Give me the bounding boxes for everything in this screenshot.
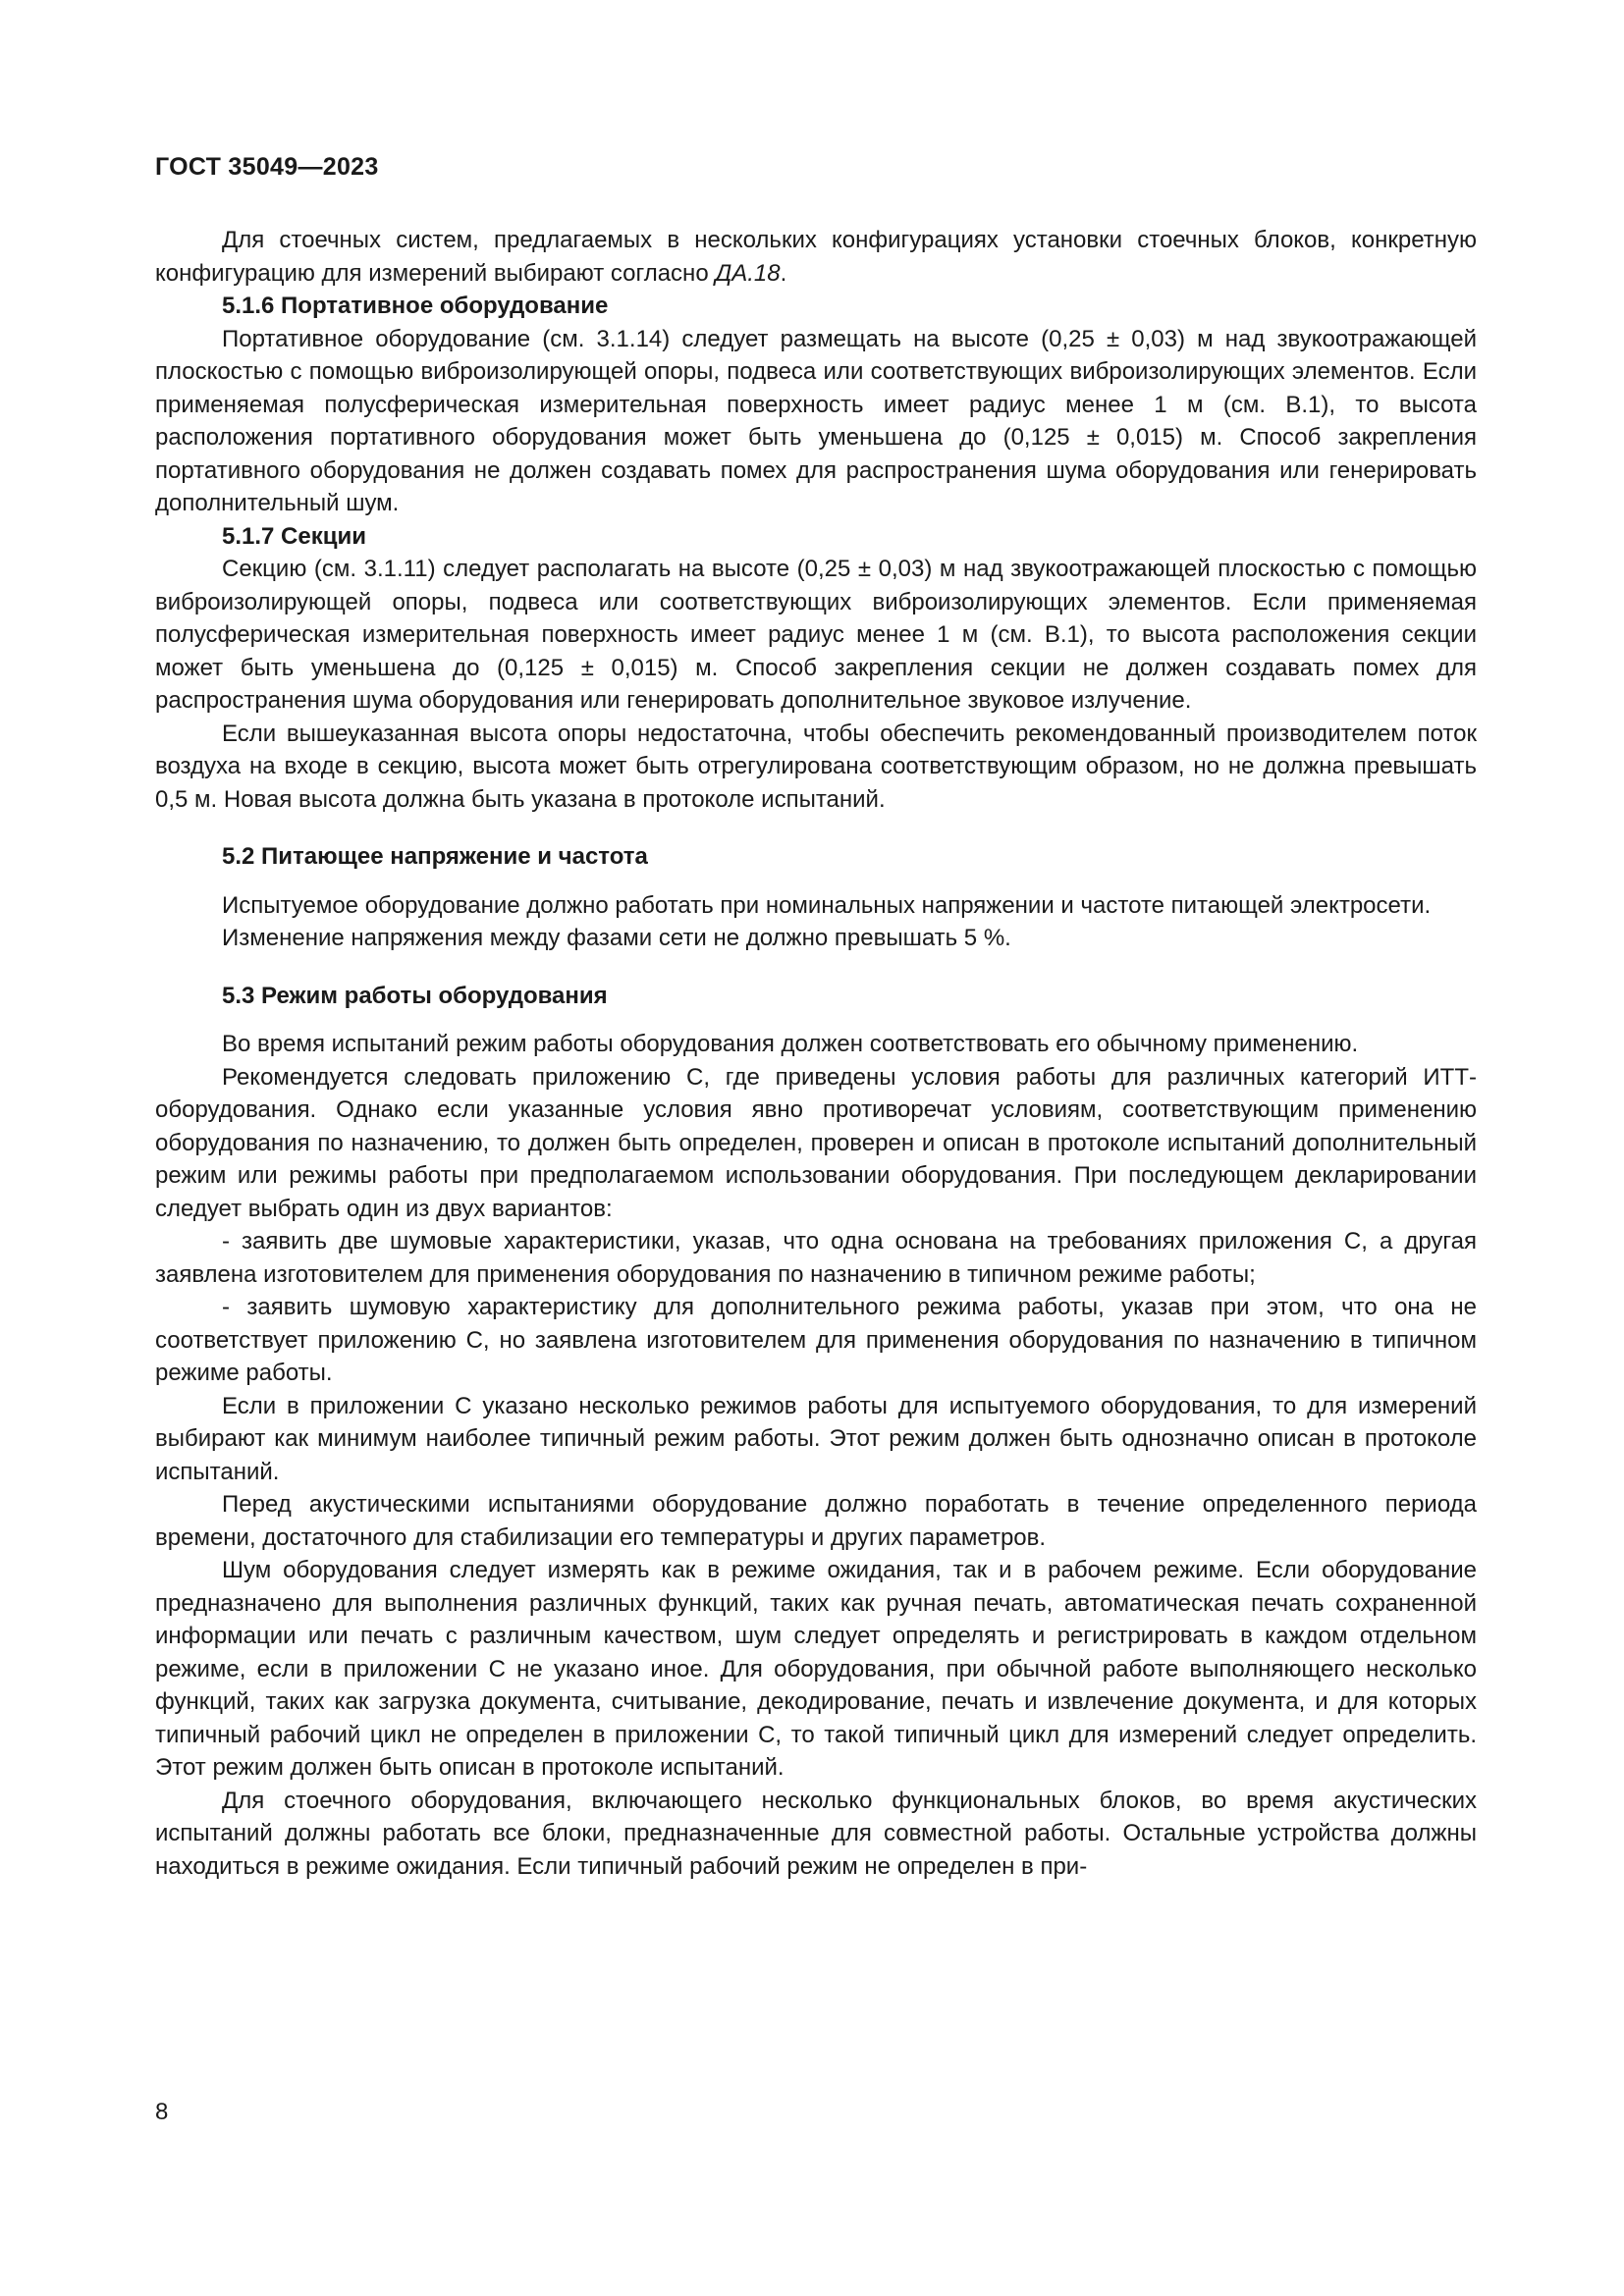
paragraph-rack-equipment: Для стоечного оборудования, включающего несколько функциональных блоков, во время акустических испытаний должны работать все блоки, предназначенные для совместной работы. Остальные устройства должны находиться в режиме ожидания. Если типичный рабочий режим не определен в при- [155,1787,1477,1880]
body-text [155,224,1477,1883]
paragraph-support-height: Если вышеуказанная высота опоры недостаточна, чтобы обеспечить рекомендованный производителем поток воздуха на входе в секцию, высота может быть отрегулирована соответствующим образом, но не должна превышать 0,5 м. Новая высота должна быть указана в протоколе испытаний. [155,720,1477,813]
subsection-heading-5-1-7: 5.1.7 Секции [222,522,366,550]
subsection-heading-5-1-6: 5.1.6 Портативное оборудование [222,293,609,319]
paragraph-annex-c: Рекомендуется следовать приложению C, где приведены условия работы для различных категорий ИТТ-оборудования. Однако если указанные условия явно противоречат условиям, соответствующим применению оборудования по назначению, то должен быть определен, проверен и описан в протоколе испытаний дополнительный режим или режимы работы при предполагаемом использовании оборудования. При последующем декларировании следует выбрать один из двух вариантов: [155,1063,1477,1222]
paragraph-operating-mode: Во время испытаний режим работы оборудования должен соответствовать его обычному применению. [222,1031,1359,1057]
section-heading-5-3: 5.3 Режим работы оборудования [222,982,608,1009]
page-number: 8 [155,2099,169,2125]
list-item-option-1: - заявить две шумовые характеристики, указав, что одна основана на требованиях приложения C, а другая заявлена изготовителем для применения оборудования по назначению в типичном режиме работы; [155,1228,1477,1288]
paragraph-voltage-variation: Изменение напряжения между фазами сети не должно превышать 5 %. [222,925,1011,951]
paragraph-portable-equipment: Портативное оборудование (см. 3.1.14) следует размещать на высоте (0,25 ± 0,03) м над звукоотражающей плоскостью с помощью виброизолирующей опоры, подвеса или соответствующих виброизолирующих элементов. Если применяемая полусферическая измерительная поверхность имеет радиус менее 1 м (см. B.1), то высота расположения портативного оборудования может быть уменьшена до (0,125 ± 0,015) м. Способ закрепления портативного оборудования не должен создавать помех для распространения шума оборудования или генерировать дополнительный шум. [155,325,1477,516]
paragraph-sections: Секцию (см. 3.1.11) следует располагать на высоте (0,25 ± 0,03) м над звукоотражающей плоскостью с помощью виброизолирующей опоры, подвеса или соответствующих виброизолирующих элементов. Если применяемая полусферическая измерительная поверхность имеет радиус менее 1 м (см. B.1), то высота расположения секции может быть уменьшена до (0,125 ± 0,015) м. Способ закрепления секции не должен создавать помех для распространения шума оборудования или генерировать дополнительное звуковое излучение. [155,556,1477,714]
paragraph-supply-voltage: Испытуемое оборудование должно работать при номинальных напряжении и частоте питающей электросети. [222,891,1432,919]
paragraph-noise-measurement: Шум оборудования следует измерять как в режиме ожидания, так и в рабочем режиме. Если оборудование предназначено для выполнения различных функций, таких как ручная печать, автоматическая печать сохраненной информации или печать с различным качеством, шум следует определять и регистрировать в каждом отдельном режиме, если в приложении C не указано иное. Для оборудования, при обычной работе выполняющего несколько функций, таких как загрузка документа, считывание, декодирование, печать и извлечение документа, и для которых типичный рабочий цикл не определен в приложении C, то такой типичный цикл для измерений следует определить. Этот режим должен быть описан в протоколе испытаний. [155,1557,1477,1781]
paragraph-warm-up: Перед акустическими испытаниями оборудование должно поработать в течение определенного периода времени, достаточного для стабилизации его температуры и других параметров. [155,1491,1477,1551]
section-heading-5-2: 5.2 Питающее напряжение и частота [222,843,648,870]
paragraph-multiple-modes: Если в приложении C указано несколько режимов работы для испытуемого оборудования, то для измерений выбирают как минимум наиболее типичный режим работы. Этот режим должен быть однозначно описан в протоколе испытаний. [155,1392,1477,1485]
paragraph-rack-configuration: Для стоечных систем, предлагаемых в нескольких конфигурациях установки стоечных блоков, конкретную конфигурацию для измерений выбирают согласно ДА.18. [155,227,1477,287]
document-code-header: ГОСТ 35049—2023 [155,153,379,181]
list-item-option-2: - заявить шумовую характеристику для дополнительного режима работы, указав при этом, что она не соответствует приложению C, но заявлена изготовителем для применения оборудования по назначению в типичном режиме работы. [155,1294,1477,1386]
annex-reference: ДА.18 [715,259,781,287]
